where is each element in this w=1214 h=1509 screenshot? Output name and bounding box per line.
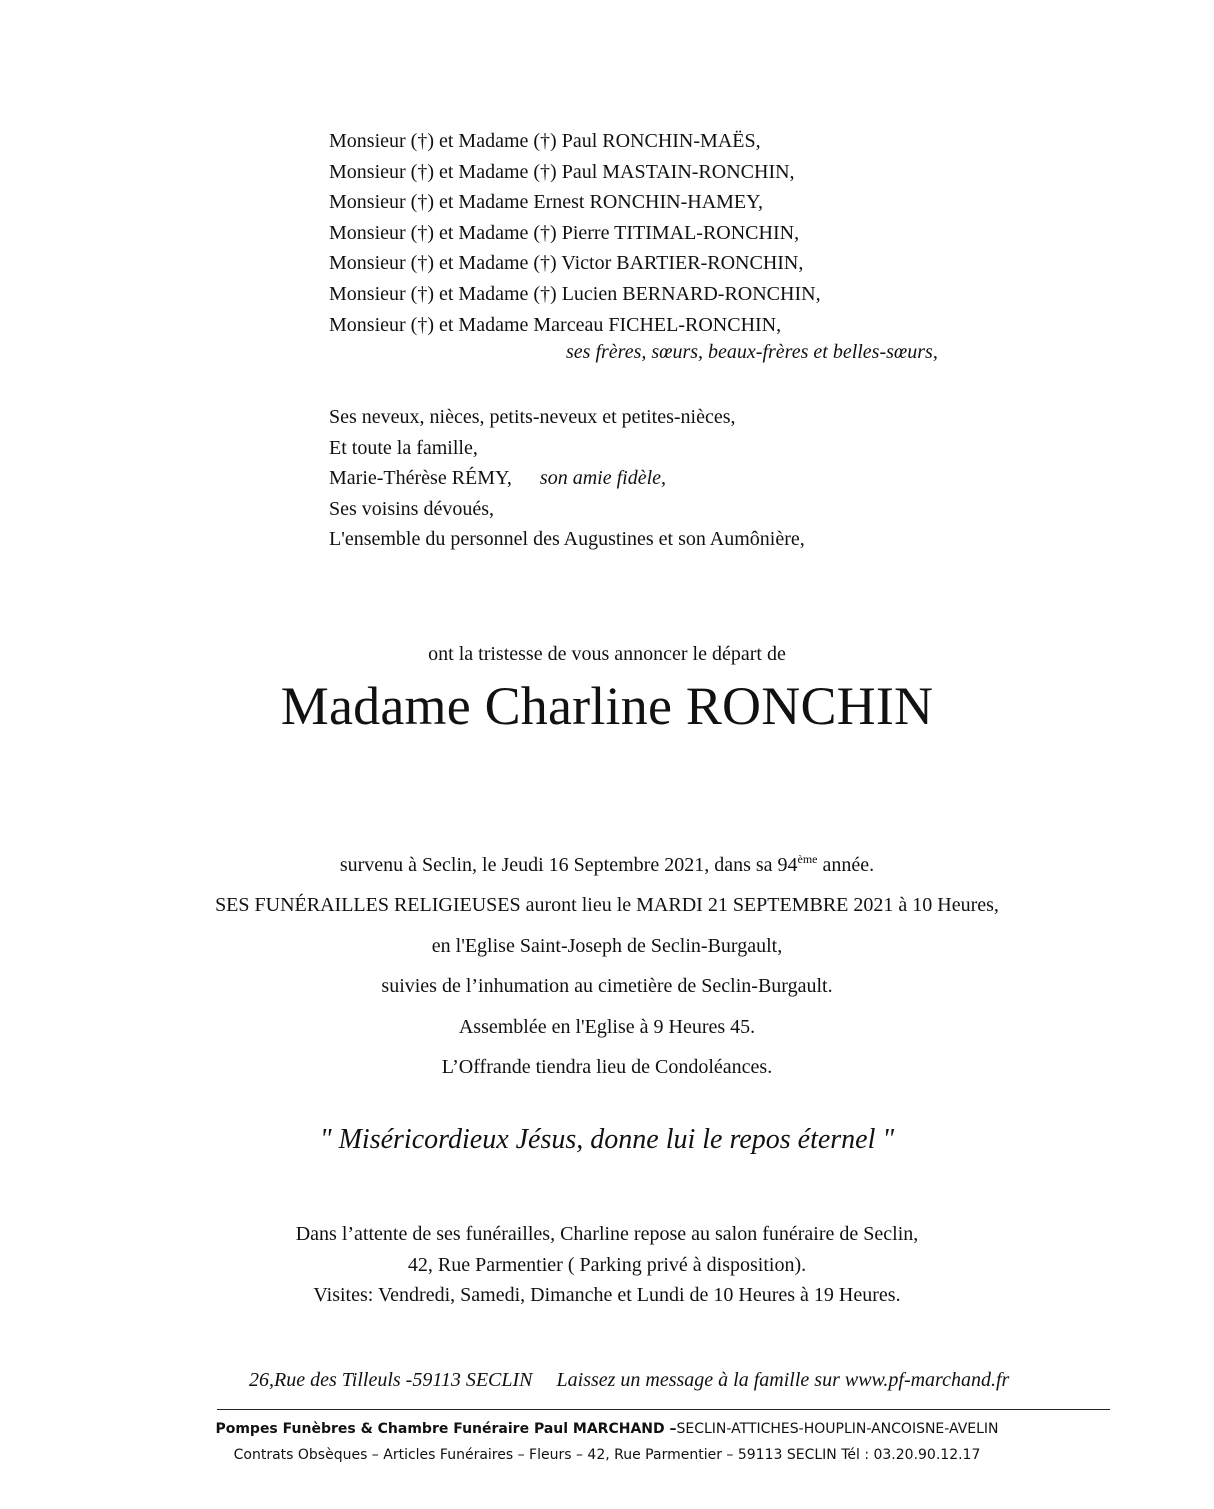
family-line: Monsieur (†) et Madame (†) Lucien BERNARD-RONCHIN, xyxy=(329,282,821,305)
funeral-home-address: 26,Rue des Tilleuls -59113 SECLIN xyxy=(249,1369,533,1391)
others-list xyxy=(329,402,805,555)
company-name: Pompes Funèbres & Chambre Funéraire Paul MARCHAND – xyxy=(215,1421,677,1437)
footer-divider xyxy=(217,1409,1110,1410)
neighbours-line: Ses voisins dévoués, xyxy=(329,497,494,520)
friend-relation: son amie fidèle, xyxy=(539,467,667,490)
salon-address-line: 42, Rue Parmentier ( Parking privé à disposition). xyxy=(407,1253,807,1276)
friend-name: Marie-Thérèse RÉMY, xyxy=(329,467,512,490)
visitation-info xyxy=(0,1219,1214,1311)
nephews-line: Ses neveux, nièces, petits-neveux et petites-nièces, xyxy=(329,406,736,428)
family-line: Monsieur (†) et Madame (†) Paul MASTAIN-RONCHIN, xyxy=(329,160,795,183)
family-line: Monsieur (†) et Madame Ernest RONCHIN-HAMEY, xyxy=(329,191,764,214)
death-line xyxy=(0,845,1214,885)
footer xyxy=(0,1416,1214,1468)
contact-line xyxy=(249,1369,1009,1392)
announcement: ont la tristesse de vous annoncer le départ de xyxy=(428,643,786,665)
family-line: Monsieur (†) et Madame Marceau FICHEL-RONCHIN, xyxy=(329,313,782,336)
church-line: en l'Eglise Saint-Joseph de Seclin-Burgault, xyxy=(431,934,783,957)
family-line: Et toute la famille, xyxy=(329,436,478,459)
visiting-hours-line: Visites: Vendredi, Samedi, Dimanche et Lundi de 10 Heures à 19 Heures. xyxy=(313,1284,901,1307)
death-prefix: survenu à Seclin, le Jeudi 16 Septembre 2021, dans sa 94 xyxy=(339,854,798,876)
death-suffix: année. xyxy=(817,854,875,876)
company-locations: SECLIN-ATTICHES-HOUPLIN-ANCOISNE-AVELIN xyxy=(676,1421,999,1437)
funeral-line: SES FUNÉRAILLES RELIGIEUSES auront lieu le MARDI 21 SEPTEMBRE 2021 à 10 Heures, xyxy=(215,894,999,917)
family-relation-note: ses frères, sœurs, beaux-frères et belles-sœurs, xyxy=(566,341,938,363)
assembly-line: Assemblée en l'Eglise à 9 Heures 45. xyxy=(458,1015,756,1038)
prayer-quote: " Miséricordieux Jésus, donne lui le repos éternel " xyxy=(319,1124,895,1155)
friend-line xyxy=(329,463,805,494)
family-line: Monsieur (†) et Madame (†) Pierre TITIMAL-RONCHIN, xyxy=(329,221,800,244)
staff-line: L'ensemble du personnel des Augustines et son Aumônière, xyxy=(329,528,805,551)
death-superscript: ème xyxy=(797,852,818,866)
footer-company-line xyxy=(0,1416,1214,1442)
family-line: Monsieur (†) et Madame (†) Victor BARTIER-RONCHIN, xyxy=(329,252,804,275)
message-link-text: Laissez un message à la famille sur www.pf-marchand.fr xyxy=(556,1369,1010,1391)
footer-services-line: Contrats Obsèques – Articles Funéraires – Fleurs – 42, Rue Parmentier – 59113 SECLIN Tél : 03.20.90.12.17 xyxy=(233,1447,981,1463)
deceased-name: Madame Charline RONCHIN xyxy=(280,676,934,736)
rest-line: Dans l’attente de ses funérailles, Charline repose au salon funéraire de Seclin, xyxy=(295,1223,919,1245)
funeral-details xyxy=(0,845,1214,1087)
family-line: Monsieur (†) et Madame (†) Paul RONCHIN-MAËS, xyxy=(329,130,761,152)
family-list xyxy=(329,126,821,340)
offering-line: L’Offrande tiendra lieu de Condoléances. xyxy=(441,1056,773,1079)
burial-line: suivies de l’inhumation au cimetière de Seclin-Burgault. xyxy=(381,975,833,998)
